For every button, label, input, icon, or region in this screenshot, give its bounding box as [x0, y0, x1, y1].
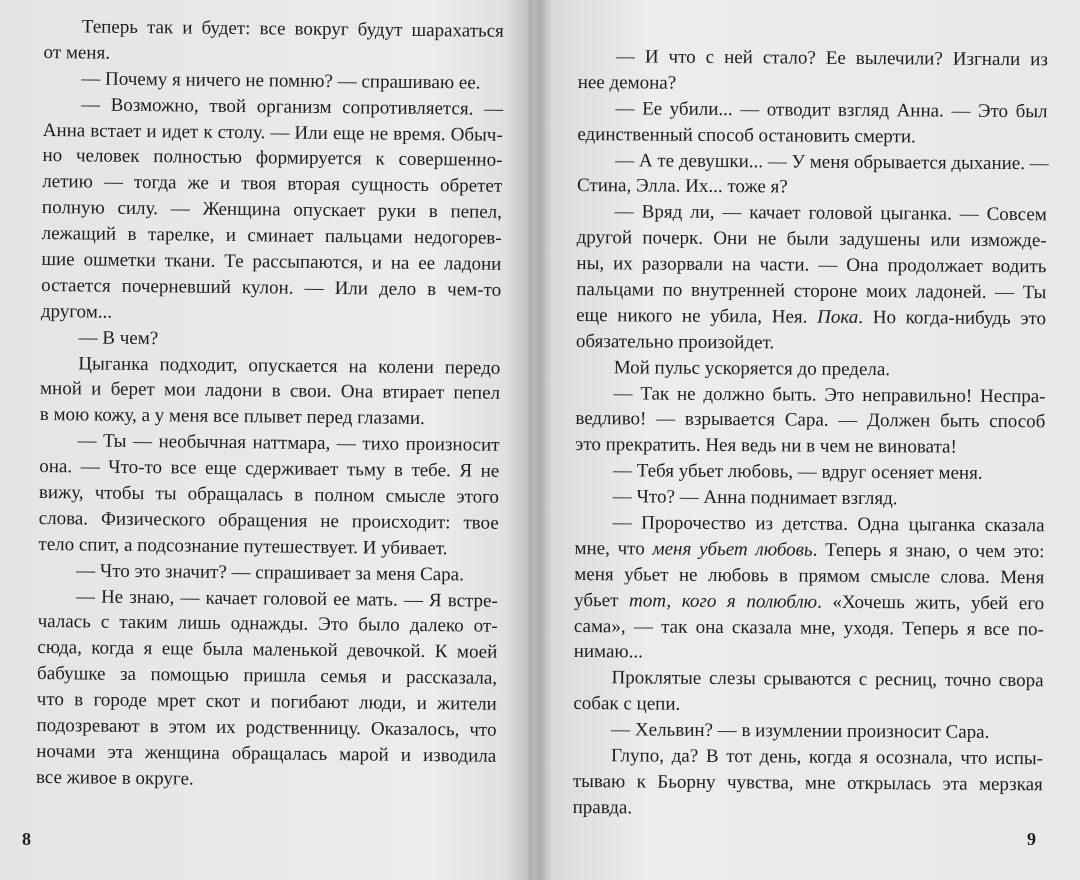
text-line: Проклятые слезы срываются с ресниц, точно свора — [611, 667, 1044, 692]
text-line: пальцами по внутренней стороне моих ладоней. — Ты — [576, 279, 1047, 304]
text-line: от меня. — [43, 41, 111, 64]
text-line: ночами эта женщина обращалась марой и изводила — [36, 740, 497, 767]
text-line: — А те девушки... — У меня обрывается дыхание. — — [615, 149, 1049, 174]
text-line: летию — тогда же и твоя вторая сущность обретет — [42, 171, 503, 198]
text-line: она. — Что-то все еще сдерживает тьму в тебе. Я не — [39, 456, 500, 482]
text-line: Теперь так и будет: все вокруг будут шарахаться — [81, 16, 504, 42]
text-line: меня убьет не любовь в прямом смысле слова. Меня — [574, 563, 1045, 589]
text-line: еще никого не убила, Нея. Пока. Но когда-нибудь это — [576, 304, 1047, 330]
text-line: — Возможно, твой организм сопротивляется. — — [80, 94, 504, 120]
text-line: — Вряд ли, — качает головой цыганка. — Совсем — [614, 201, 1047, 226]
text-line: чалась с таким лишь однажды. Это было далеко от- — [37, 611, 498, 638]
text-line: — Не знаю, — качает головой ее мать. — Я встре- — [75, 585, 498, 612]
text-line: другом... — [40, 300, 113, 323]
text-line: мне, что меня убьет любовь. Теперь я знаю, о чем это: — [574, 537, 1045, 563]
text-line: — Ты — необычная наттмара, — тихо произносит — [77, 430, 500, 457]
text-line: тываю к Бьорну чувства, мне открылась эта мерзкая — [572, 770, 1043, 796]
text-line: ны, их разорвали на части. — Она продолжает водить — [576, 253, 1047, 278]
text-line: — И что с ней стало? Ее вылечили? Изгнали из — [615, 46, 1048, 71]
text-line: слова. Физического обращения не происходит: твое — [38, 507, 499, 534]
text-line: — Что? — Анна поднимает взгляд. — [612, 486, 898, 510]
text-line: это прекратить. Нея ведь ни в чем не виновата! — [575, 434, 957, 459]
text-line: остается почерневший кулон. — Или дело в чем-то — [41, 274, 502, 301]
left-page-number: 8 — [22, 829, 31, 849]
text-line: нимаю... — [573, 641, 643, 663]
text-line: собак с цепи. — [573, 693, 681, 715]
text-line: — Так не должно быть. Это неправильно! Неспра- — [613, 382, 1046, 407]
text-line: подозревают в этом их родственницу. Оказалось, что — [36, 715, 497, 741]
text-line: что в городе мрет скот и погибают люди, и жители — [36, 689, 497, 715]
text-line: полную силу. — Женщина опускает руки в пепел, — [41, 197, 503, 224]
text-line: вижу, чтобы ты обращалась в полном смысле этого — [38, 482, 500, 508]
text-line: — Хельвин? — в изумлении произносит Сара. — [611, 719, 990, 744]
text-line: Анна встает и идет к столу. — Или еще не время. Обыч- — [42, 119, 503, 146]
text-line: тело спит, а подсознание путешествует. И убивает. — [38, 533, 448, 560]
text-line: — В чем? — [78, 327, 159, 349]
text-line: мной и берет мои ладони в свои. Она втирает пепел — [39, 378, 501, 405]
text-line: в мою кожу, а у меня все плывет перед глазами. — [39, 404, 425, 430]
text-line: Стина, Элла. Их... тоже я? — [576, 175, 788, 198]
text-line: все живое в округе. — [35, 766, 194, 790]
text-line: лежащий в тарелке, и сминает пальцами недогорев- — [41, 223, 502, 249]
text-line: сама», — так она сказала мне, уходя. Теперь я все по- — [573, 615, 1044, 640]
text-line: убьет тот, кого я полюблю. «Хочешь жить, убей его — [574, 589, 1045, 614]
right-page-text — [573, 44, 1048, 824]
text-line: — Почему я ничего не помню? — спрашиваю ее. — [81, 68, 481, 94]
text-line: Мой пульс ускоряется до предела. — [613, 356, 891, 380]
left-page — [0, 0, 520, 880]
text-line: Глупо, да? В тот день, когда я осознала, что испы- — [610, 745, 1044, 770]
text-line: но человек полностью формируется к совершенно- — [42, 145, 503, 172]
text-line: — Что это значит? — спрашивает за меня Сара. — [76, 560, 464, 586]
text-line: единственный способ остановить смерти. — [577, 123, 916, 148]
text-line: сюда, когда я еще была маленькой девочкой. К моей — [37, 637, 498, 664]
right-page — [540, 0, 1080, 880]
text-line: — Ее убили... — отводит взгляд Анна. — Это был — [615, 98, 1048, 123]
text-line: правда. — [572, 796, 633, 819]
text-line: обязательно произойдет. — [575, 330, 775, 354]
text-line: бабушке за помощью пришла семья и рассказала, — [36, 663, 498, 690]
text-line: ведливо! — взрывается Сара. — Должен быть способ — [575, 408, 1046, 433]
text-line: шие ошметки ткани. Те рассыпаются, и на ее ладони — [41, 249, 502, 275]
text-line: — Тебя убьет любовь, — вдруг осеняет меня. — [612, 460, 983, 485]
left-page-text — [36, 14, 504, 795]
text-line: — Пророчество из детства. Одна цыганка сказала — [612, 512, 1045, 537]
text-line: другой почерк. Они не были задушены или изможде- — [576, 227, 1047, 252]
text-line: нее демона? — [577, 71, 677, 94]
right-page-number: 9 — [1027, 829, 1036, 849]
text-line: Цыганка подходит, опускается на колени передо — [78, 352, 501, 379]
